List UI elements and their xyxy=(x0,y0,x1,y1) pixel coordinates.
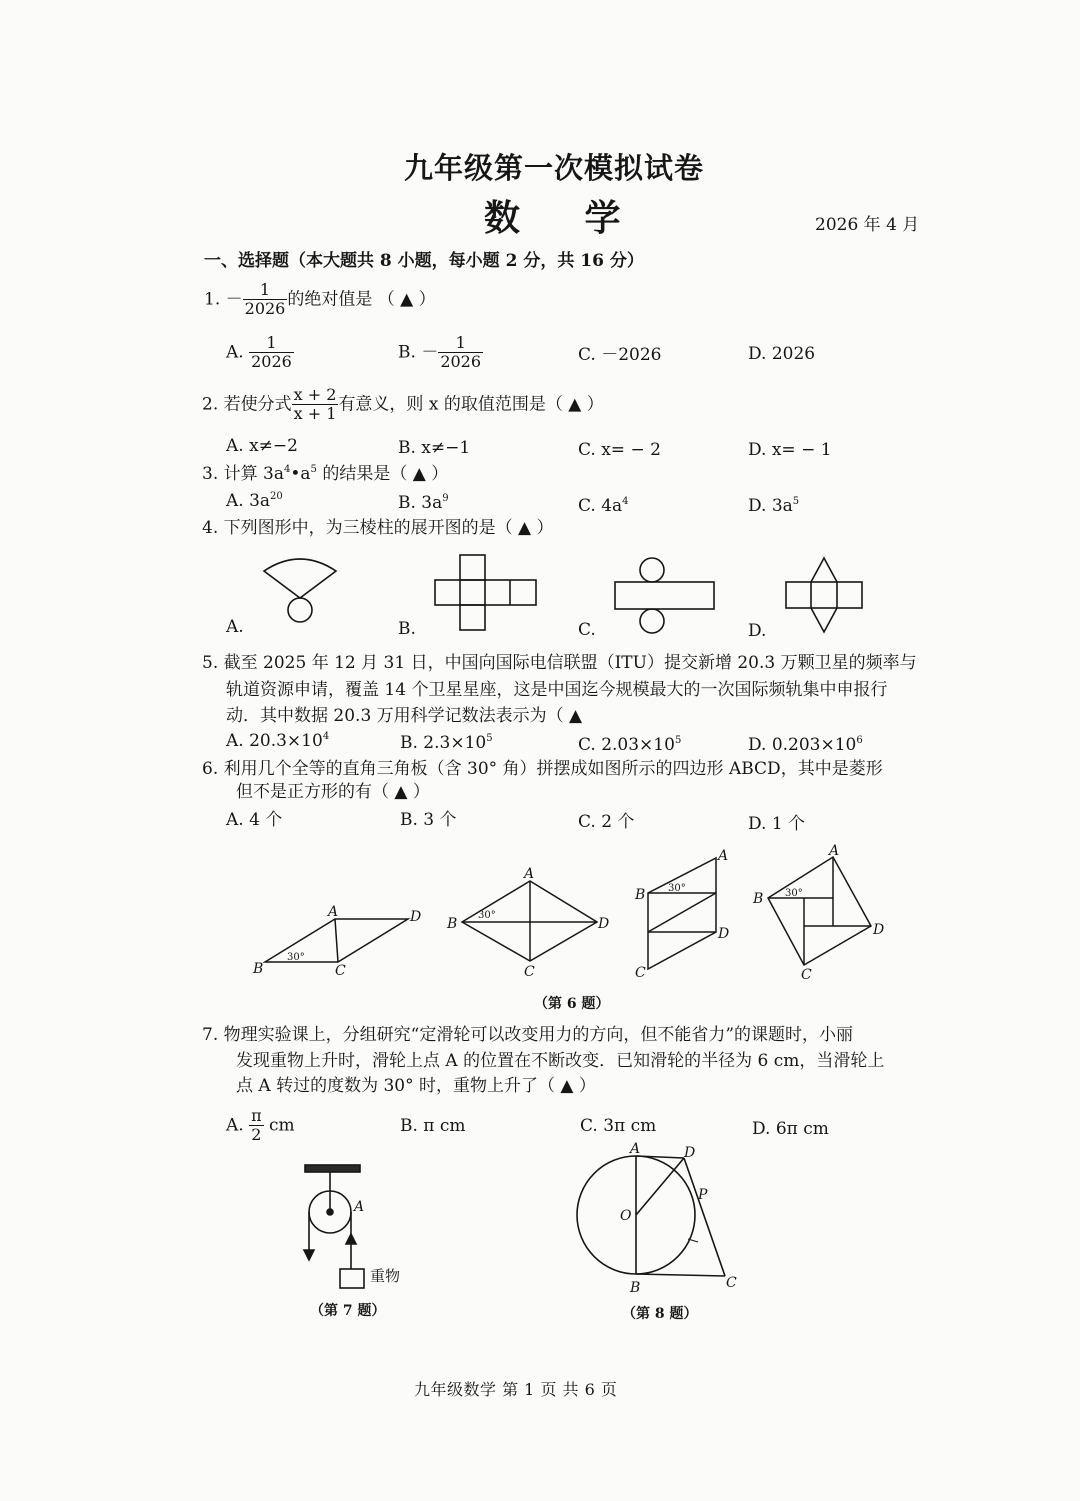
q5-option-d[interactable] xyxy=(748,735,863,756)
q6-line-1: 6. 利用几个全等的直角三角板（含 30° 角）拼摆成如图所示的四边形 ABCD，其中是菱形 xyxy=(202,759,883,779)
q3-c-exp: 4 xyxy=(622,496,629,507)
q7-option-b[interactable]: B. π cm xyxy=(400,1116,466,1136)
q3-mid: •a xyxy=(290,464,311,484)
q8-label-a: A xyxy=(630,1141,641,1157)
q4-c-circle-top xyxy=(640,558,664,582)
q7-option-d[interactable]: D. 6π cm xyxy=(752,1119,829,1139)
q1-b-label: B. xyxy=(398,342,416,363)
q3-d-text: D. 3a xyxy=(748,496,793,516)
q8-label-b: B xyxy=(630,1280,641,1296)
q6-f4-label-d: D xyxy=(873,922,885,938)
q7-line-1: 7. 物理实验课上，分组研究“定滑轮可以改变用力的方向，但不能省力”的课题时，小丽 xyxy=(202,1025,854,1045)
q1-minus: － xyxy=(225,289,243,310)
q6-option-a[interactable]: A. 4 个 xyxy=(226,810,283,830)
q7-weight-box xyxy=(340,1269,364,1288)
subject-title: 数 学 xyxy=(484,197,647,239)
q7-arrow-down xyxy=(304,1250,314,1260)
q8-tick-mark xyxy=(688,1239,698,1242)
q5-c-exp: 5 xyxy=(674,735,682,746)
q7-option-a[interactable] xyxy=(226,1107,295,1145)
q4-b-bottom xyxy=(460,605,485,630)
q1-text: 的绝对值是 （ ▲ ） xyxy=(287,289,436,310)
q2-frac-num: x + 2 xyxy=(293,385,337,404)
section-heading: 一、选择题（本大题共 8 小题，每小题 2 分，共 16 分） xyxy=(204,251,644,271)
q6-f1-label-b: B xyxy=(253,961,264,977)
q8-label-o: O xyxy=(620,1208,632,1224)
question-3 xyxy=(202,464,448,485)
q2-option-c[interactable]: C. x= − 2 xyxy=(578,440,661,460)
q4-c-rect xyxy=(615,582,714,609)
q8-label-p: P xyxy=(698,1187,708,1203)
q1-number: 1. xyxy=(204,289,221,310)
q7-a-label: A. xyxy=(226,1115,244,1136)
q6-f2-label-c: C xyxy=(524,964,535,980)
q8-label-d: D xyxy=(684,1145,696,1161)
q6-f3-label-c: C xyxy=(635,965,646,981)
q4-b-top xyxy=(460,555,485,580)
q4-option-a[interactable]: A. xyxy=(226,617,244,637)
q3-option-c[interactable] xyxy=(578,496,629,517)
q4-c-circle-bottom xyxy=(640,609,664,633)
q7-a-fraction xyxy=(249,1107,264,1145)
q6-fig1-shape xyxy=(265,919,408,962)
q5-option-c[interactable] xyxy=(578,735,681,756)
q1-b-minus: － xyxy=(421,342,439,363)
q6-f2-label-a: A xyxy=(524,866,535,882)
q7-a-den: 2 xyxy=(249,1125,264,1144)
q6-f4-label-c: C xyxy=(801,967,812,983)
q8-tangent-dc xyxy=(684,1158,725,1276)
q3-exp1: 4 xyxy=(284,464,291,475)
q6-fig1-diagonal xyxy=(335,919,338,962)
q1-a-label: A. xyxy=(226,342,244,363)
q6-caption: （第 6 题） xyxy=(534,996,610,1012)
q7-point-a: A xyxy=(354,1199,365,1215)
q6-f3-label-a: A xyxy=(718,848,729,864)
q6-f1-label-d: D xyxy=(410,909,422,925)
q1-option-c[interactable]: C. －2026 xyxy=(578,345,662,365)
q2-option-d[interactable]: D. x= − 1 xyxy=(748,440,832,460)
q6-f3-angle: 30° xyxy=(668,883,686,894)
q6-f2-label-d: D xyxy=(598,916,610,932)
q8-caption: （第 8 题） xyxy=(622,1306,698,1322)
q6-fig3-shape xyxy=(648,858,716,969)
q4-option-d[interactable]: D. xyxy=(748,621,767,641)
q2-post: 有意义，则 x 的取值范围是（ ▲ ） xyxy=(338,394,604,415)
q3-a-text: A. 3a xyxy=(226,491,271,511)
q2-option-a[interactable]: A. x≠−2 xyxy=(226,436,298,456)
q6-f4-label-a: A xyxy=(829,843,840,859)
q6-option-d[interactable]: D. 1 个 xyxy=(748,814,806,834)
question-1 xyxy=(204,281,436,319)
q1-b-den: 2026 xyxy=(440,352,482,372)
q3-option-b[interactable] xyxy=(398,493,449,514)
q2-option-b[interactable]: B. x≠−1 xyxy=(398,438,471,458)
q8-label-c: C xyxy=(726,1275,737,1291)
q3-a-exp: 20 xyxy=(270,491,283,502)
q3-exp2: 5 xyxy=(310,464,317,475)
q3-option-a[interactable] xyxy=(226,491,283,512)
q1-frac-den: 2026 xyxy=(244,299,286,319)
q5-a-text: A. 20.3×10 xyxy=(226,731,323,751)
q5-line-2: 轨道资源申请，覆盖 14 个卫星星座，这是中国迄今规模最大的一次国际频轨集中申报行 xyxy=(226,680,888,700)
q7-a-unit: cm xyxy=(269,1115,295,1136)
q6-line-2: 但不是正方形的有（ ▲ ） xyxy=(236,782,430,802)
q6-f1-label-c: C xyxy=(335,963,346,979)
q4-b-row xyxy=(435,580,536,605)
q3-pre: 计算 3a xyxy=(223,464,284,484)
q2-pre: 若使分式 xyxy=(223,394,292,415)
q4-a-circle xyxy=(288,598,312,622)
q7-pulley-axle xyxy=(327,1209,333,1215)
q7-ceiling xyxy=(305,1165,360,1172)
q4-option-b[interactable]: B. xyxy=(398,619,416,639)
q7-line-3: 点 A 转过的度数为 30° 时，重物上升了（ ▲ ） xyxy=(236,1076,596,1096)
q1-fraction xyxy=(243,281,288,319)
exam-title: 九年级第一次模拟试卷 xyxy=(404,151,705,185)
q7-a-num: π xyxy=(251,1106,262,1125)
q6-f1-angle: 30° xyxy=(287,952,305,963)
q3-b-exp: 9 xyxy=(442,493,449,504)
q1-a-num: 1 xyxy=(266,333,277,352)
q3-post: 的结果是（ ▲ ） xyxy=(316,464,449,484)
q1-option-d[interactable]: D. 2026 xyxy=(748,344,816,364)
q2-number: 2. xyxy=(202,394,219,415)
q7-weight-label: 重物 xyxy=(370,1267,401,1285)
q4-a-sector xyxy=(264,559,336,598)
q3-b-text: B. 3a xyxy=(398,493,443,513)
q3-option-d[interactable] xyxy=(748,496,799,517)
q5-b-exp: 5 xyxy=(486,733,493,744)
q6-f3-label-b: B xyxy=(635,887,646,903)
q3-c-text: C. 4a xyxy=(578,496,623,516)
q1-a-den: 2026 xyxy=(251,352,292,372)
q6-fig2-shape xyxy=(462,881,597,961)
q1-frac-num: 1 xyxy=(259,280,271,299)
q3-number: 3. xyxy=(202,464,219,484)
q7-line-2: 发现重物上升时，滑轮上点 A 的位置在不断改变．已知滑轮的半径为 6 cm，当滑轮上 xyxy=(236,1051,885,1071)
q7-caption: （第 7 题） xyxy=(310,1303,386,1319)
q5-c-text: C. 2.03×10 xyxy=(578,735,675,755)
q5-line-1: 5. 截至 2025 年 12 月 31 日，中国向国际电信联盟（ITU）提交新增 20.3 万颗卫星的频率与 xyxy=(202,653,917,673)
q6-f2-label-b: B xyxy=(447,916,458,932)
q1-option-b[interactable] xyxy=(398,334,483,372)
q5-d-text: D. 0.203×10 xyxy=(748,735,857,755)
q1-a-fraction xyxy=(249,334,294,372)
q6-option-b[interactable]: B. 3 个 xyxy=(400,810,457,830)
q6-f4-label-b: B xyxy=(753,891,764,907)
q6-f3-label-d: D xyxy=(718,926,730,942)
q7-option-c[interactable]: C. 3π cm xyxy=(580,1116,657,1136)
q4-d-rect xyxy=(786,582,862,608)
q7-pulley-wheel xyxy=(309,1191,351,1233)
q4-d-tri-bottom xyxy=(811,608,837,632)
q8-line-od xyxy=(636,1158,684,1215)
q2-fraction xyxy=(292,386,339,424)
q1-b-num: 1 xyxy=(455,333,466,352)
q6-option-c[interactable]: C. 2 个 xyxy=(578,812,635,832)
q3-d-exp: 5 xyxy=(792,496,800,507)
q5-option-b[interactable] xyxy=(400,733,493,754)
q2-frac-den: x + 1 xyxy=(293,404,337,424)
question-4: 4. 下列图形中，为三棱柱的展开图的是（ ▲ ） xyxy=(202,518,554,538)
page-footer: 九年级数学 第 1 页 共 6 页 xyxy=(414,1380,618,1399)
q5-line-3: 动．其中数据 20.3 万用科学记数法表示为（ ▲ xyxy=(226,706,583,726)
q5-b-text: B. 2.3×10 xyxy=(400,733,487,753)
q1-option-a[interactable] xyxy=(226,334,294,372)
q5-a-exp: 4 xyxy=(322,731,330,742)
q8-line-ad xyxy=(636,1156,684,1158)
q4-option-c[interactable]: C. xyxy=(578,620,596,640)
q5-d-exp: 6 xyxy=(856,735,863,746)
q6-f2-angle: 30° xyxy=(478,910,496,921)
q1-b-fraction xyxy=(438,334,483,372)
q6-fig3-line xyxy=(648,893,716,932)
q7-arrow-up xyxy=(346,1234,356,1244)
q4-d-tri-top xyxy=(811,558,837,582)
q6-f4-angle: 30° xyxy=(785,888,803,899)
exam-date: 2026 年 4 月 xyxy=(815,215,920,235)
q5-option-a[interactable] xyxy=(226,731,329,752)
q8-line-bc xyxy=(636,1274,725,1276)
q6-f1-label-a: A xyxy=(328,904,339,920)
q8-circle xyxy=(577,1156,695,1274)
question-2 xyxy=(202,386,604,424)
q6-fig4-shape xyxy=(768,857,871,965)
